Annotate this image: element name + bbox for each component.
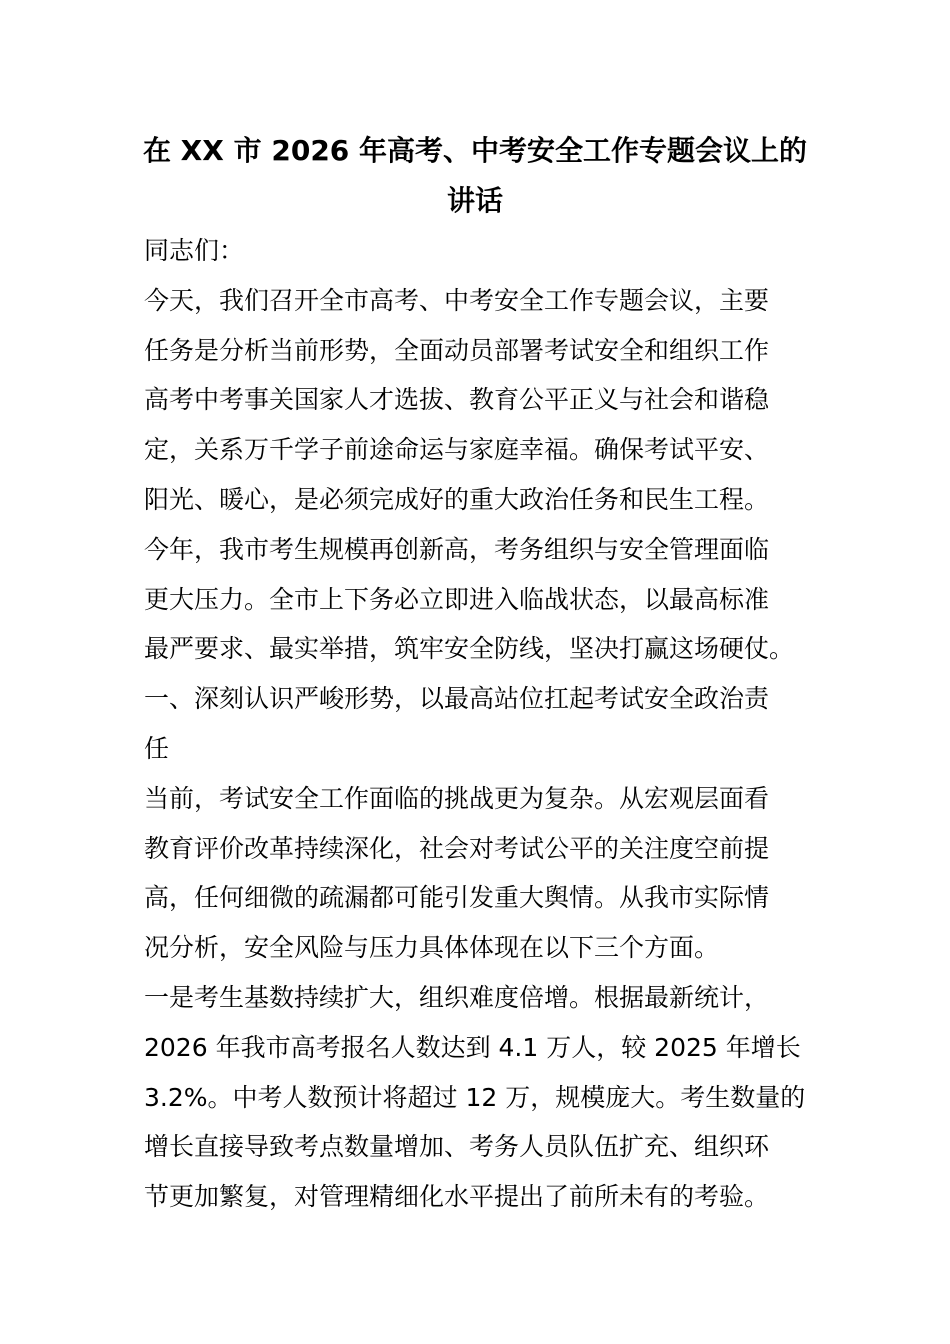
body-line: 阳光、暖心，是必须完成好的重大政治任务和民生工程。 bbox=[144, 484, 770, 514]
body-line: 定，关系万千学子前途命运与家庭幸福。确保考试平安、 bbox=[144, 435, 770, 465]
body-line: 最严要求、最实举措，筑牢安全防线，坚决打赢这场硬仗。 bbox=[144, 634, 795, 664]
title-line: 在 XX 市 2026 年高考、中考安全工作专题会议上的 bbox=[142, 134, 808, 167]
salutation: 同志们： bbox=[144, 236, 245, 265]
document-title bbox=[120, 126, 830, 226]
body-line: 今天，我们召开全市高考、中考安全工作专题会议，主要 bbox=[144, 285, 770, 315]
body-line: 一是考生基数持续扩大，组织难度倍增。根据最新统计， bbox=[144, 982, 770, 1012]
body-line: 今年，我市考生规模再创新高，考务组织与安全管理面临 bbox=[144, 534, 770, 564]
body-line: 当前，考试安全工作面临的挑战更为复杂。从宏观层面看 bbox=[144, 783, 770, 813]
body-line: 节更加繁复，对管理精细化水平提出了前所未有的考验。 bbox=[144, 1182, 770, 1212]
body-line: 增长直接导致考点数量增加、考务人员队伍扩充、组织环 bbox=[144, 1132, 770, 1162]
title-line: 讲话 bbox=[446, 184, 503, 217]
section-heading-line: 任 bbox=[144, 733, 170, 763]
body-line: 高，任何细微的疏漏都可能引发重大舆情。从我市实际情 bbox=[144, 883, 770, 913]
body-line: 2026 年我市高考报名人数达到 4.1 万人，较 2025 年增长 bbox=[144, 1032, 801, 1062]
body-line: 况分析，安全风险与压力具体体现在以下三个方面。 bbox=[144, 933, 720, 963]
body-line: 任务是分析当前形势，全面动员部署考试安全和组织工作 bbox=[144, 335, 770, 365]
document-body bbox=[144, 226, 834, 1222]
body-line: 3.2%。中考人数预计将超过 12 万，规模庞大。考生数量的 bbox=[144, 1082, 806, 1112]
body-line: 高考中考事关国家人才选拔、教育公平正义与社会和谐稳 bbox=[144, 385, 770, 415]
body-line: 教育评价改革持续深化，社会对考试公平的关注度空前提 bbox=[144, 833, 770, 863]
body-line: 更大压力。全市上下务必立即进入临战状态，以最高标准 bbox=[144, 584, 770, 614]
section-heading-line: 一、深刻认识严峻形势，以最高站位扛起考试安全政治责 bbox=[144, 684, 770, 714]
